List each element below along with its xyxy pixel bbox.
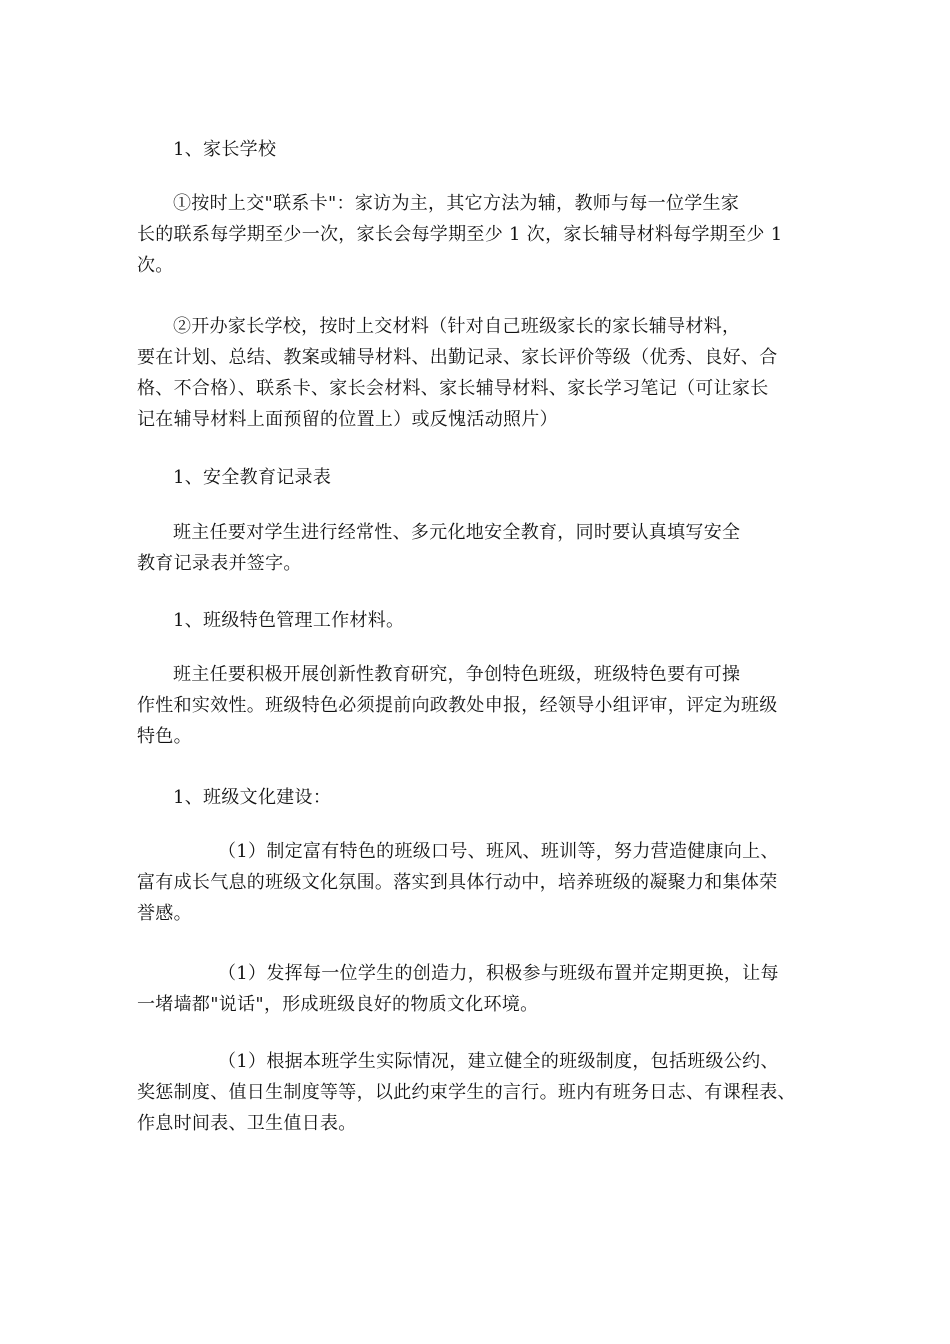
paragraph-safety-education: 班主任要对学生进行经常性、多元化地安全教育，同时要认真填写安全 教育记录表并签字。 [137,522,741,574]
heading-class-feature: 1、班级特色管理工作材料。 [173,610,405,631]
paragraph-parent-school-materials: ②开办家长学校，按时上交材料（针对自己班级家长的家长辅导材料， 要在计划、总结、教案或辅导材料、出勤记录、家长评价等级（优秀、良好、合 格、不合格）、联系卡、家长会材料、家长辅导材料、家长学习笔记（可让家长 记在辅导材料上面预留的位置上）或反愧活动照片） [137,316,778,430]
heading-safety-record: 1、安全教育记录表 [173,467,332,488]
paragraph-contact-card: ①按时上交"联系卡"：家访为主，其它方法为辅，教师与每一位学生家 长的联系每学期至少一次，家长会每学期至少 1 次，家长辅导材料每学期至少 1 次。 [137,193,783,276]
heading-parent-school: 1、家长学校 [173,139,277,160]
paragraph-class-feature: 班主任要积极开展创新性教育研究，争创特色班级，班级特色要有可操 作性和实效性。班级特色必须提前向政教处申报，经领导小组评审，评定为班级 特色。 [137,664,778,747]
paragraph-culture-rules: （1）根据本班学生实际情况，建立健全的班级制度，包括班级公约、 奖惩制度、值日生制度等等，以此约束学生的言行。班内有班务日志、有课程表、 作息时间表、卫生值日表。 [137,1051,796,1134]
paragraph-culture-slogan: （1）制定富有特色的班级口号、班风、班训等，努力营造健康向上、 富有成长气息的班级文化氛围。落实到具体行动中，培养班级的凝聚力和集体荣 誉感。 [137,841,779,924]
heading-class-culture: 1、班级文化建设： [173,787,332,808]
paragraph-culture-environment: （1）发挥每一位学生的创造力，积极参与班级布置并定期更换，让每 一堵墙都"说话"，形成班级良好的物质文化环境。 [137,963,779,1015]
